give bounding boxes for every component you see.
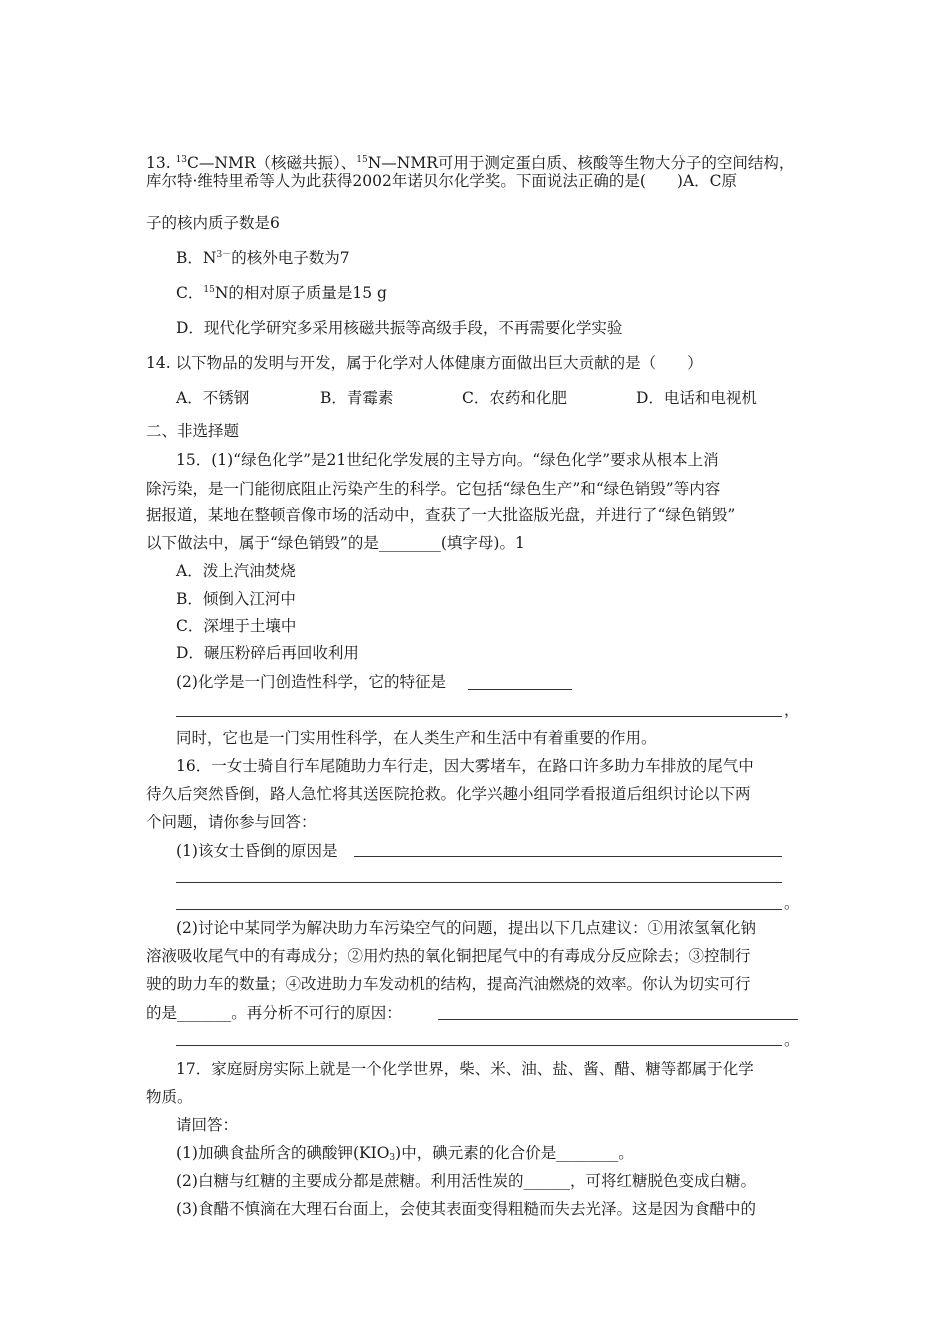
q13-option-b-pre: B．N xyxy=(176,249,217,267)
q15-line2: 除污染，是一门能彻底阻止污染产生的科学。它包括“绿色生产”和“绿色销毁”等内容 xyxy=(146,480,721,498)
q16-reason-blank-2[interactable] xyxy=(176,1045,782,1046)
q15-option-d: D．碾压粉碎后再回收利用 xyxy=(176,644,359,662)
q15-part2-end: 同时，它也是一门实用性科学，在人类生产和生活中有着重要的作用。 xyxy=(176,729,657,747)
q15-comma: ， xyxy=(784,701,800,719)
q16-period-2: 。 xyxy=(784,1031,800,1049)
q17-line2: 物质。 xyxy=(146,1088,193,1106)
q15-part2: (2)化学是一门创造性科学，它的特征是 xyxy=(176,673,446,691)
q13-option-c-post: N的相对原子质量是15 g xyxy=(214,284,387,302)
q13-line2: 库尔特·维特里希等人为此获得2002年诺贝尔化学奖。下面说法正确的是( )A．C原 xyxy=(146,172,738,190)
isotope-13: 13 xyxy=(175,155,188,165)
q13-line3: 子的核内质子数是6 xyxy=(146,214,280,232)
q16-line1: 16．一女士骑自行车尾随助力车行走，因大雾堵车，在路口许多助力车排放的尾气中 xyxy=(176,757,754,775)
q14-option-a: A．不锈钢 xyxy=(176,389,250,407)
section-heading: 二、非选择题 xyxy=(146,422,240,440)
q15-option-b: B．倾倒入江河中 xyxy=(176,590,296,608)
q15-option-c: C．深埋于土壤中 xyxy=(176,617,297,635)
q13-text-a: C—NMR（核磁共振）、 xyxy=(187,154,357,172)
q15-answer-blank-a[interactable] xyxy=(468,689,572,690)
q14-option-c: C．农药和化肥 xyxy=(462,389,567,407)
q16-reason-blank-1[interactable] xyxy=(438,1019,798,1020)
q16-line2: 待久后突然昏倒，路人急忙将其送医院抢救。化学兴趣小组同学看报道后组织讨论以下两 xyxy=(146,785,751,803)
q15-line3: 据报道，某地在整顿音像市场的活动中，查获了一大批盗版光盘，并进行了“绿色销毁” xyxy=(146,506,736,524)
q13-option-d: D．现代化学研究多采用核磁共振等高级手段，不再需要化学实验 xyxy=(176,319,623,337)
q17-part1-post: )中，碘元素的化合价是________。 xyxy=(395,1144,634,1162)
q13-option-c xyxy=(176,283,387,303)
q15-answer-blank-b[interactable] xyxy=(176,716,782,717)
q13-line1 xyxy=(146,153,794,173)
q13-option-b-post: 的核外电子数为7 xyxy=(231,249,350,267)
q15-line1: 15．(1)“绿色化学”是21世纪化学发展的主导方向。“绿色化学”要求从根本上消 xyxy=(176,451,719,469)
q16-period-1: 。 xyxy=(784,894,800,912)
q16-part2-line2: 溶液吸收尾气中的有毒成分；②用灼热的氧化铜把尾气中的有毒成分反应除去；③控制行 xyxy=(146,947,751,965)
q13-option-c-pre: C． xyxy=(176,284,204,302)
q15-option-a: A．泼上汽油焚烧 xyxy=(176,562,296,580)
q13-text-b: N—NMR可用于测定蛋白质、核酸等生物大分子的空间结构， xyxy=(367,154,795,172)
q14-option-b: B．青霉素 xyxy=(320,389,394,407)
q16-part2-line4: 的是_______。再分析不可行的原因： xyxy=(146,1004,402,1022)
q17-part3: (3)食醋不慎滴在大理石台面上，会使其表面变得粗糙而失去光泽。这是因为食醋中的 xyxy=(176,1200,756,1218)
q16-answer-blank-3[interactable] xyxy=(176,909,782,910)
q17-part2: (2)白糖与红糖的主要成分都是蔗糖。利用活性炭的______，可将红糖脱色变成白糖。 xyxy=(176,1172,756,1190)
q13-number: 13. xyxy=(146,154,176,172)
q17-line3: 请回答： xyxy=(176,1116,239,1134)
q16-line3: 个问题，请你参与回答： xyxy=(146,813,317,831)
isotope-15-c: 15 xyxy=(203,285,215,295)
q17-part1 xyxy=(176,1143,634,1163)
q13-option-b xyxy=(176,248,350,268)
q17-part1-pre: (1)加碘食盐所含的碘酸钾(KIO xyxy=(176,1144,390,1162)
q14-option-d: D．电话和电视机 xyxy=(636,389,757,407)
formula-subscript: 3 xyxy=(389,1153,396,1163)
q16-part2-line3: 驶的助力车的数量；④改进助力车发动机的结构，提高汽油燃烧的效率。你认为切实可行 xyxy=(146,975,751,993)
q16-part2-line1: (2)讨论中某同学为解决助力车污染空气的问题，提出以下几点建议：①用浓氢氧化钠 xyxy=(176,919,756,937)
q17-line1: 17．家庭厨房实际上就是一个化学世界，柴、米、油、盐、酱、醋、糖等都属于化学 xyxy=(176,1060,754,1078)
q16-answer-blank-2[interactable] xyxy=(176,882,782,883)
charge-superscript: 3－ xyxy=(216,250,232,260)
q15-line4: 以下做法中，属于“绿色销毁”的是________(填字母)。1 xyxy=(146,534,525,552)
q14-stem: 14. 以下物品的发明与开发，属于化学对人体健康方面做出巨大贡献的是（ ） xyxy=(146,354,703,372)
q16-answer-blank-1[interactable] xyxy=(354,856,782,857)
q16-part1: (1)该女士昏倒的原因是 xyxy=(176,842,338,860)
isotope-15: 15 xyxy=(356,155,368,165)
